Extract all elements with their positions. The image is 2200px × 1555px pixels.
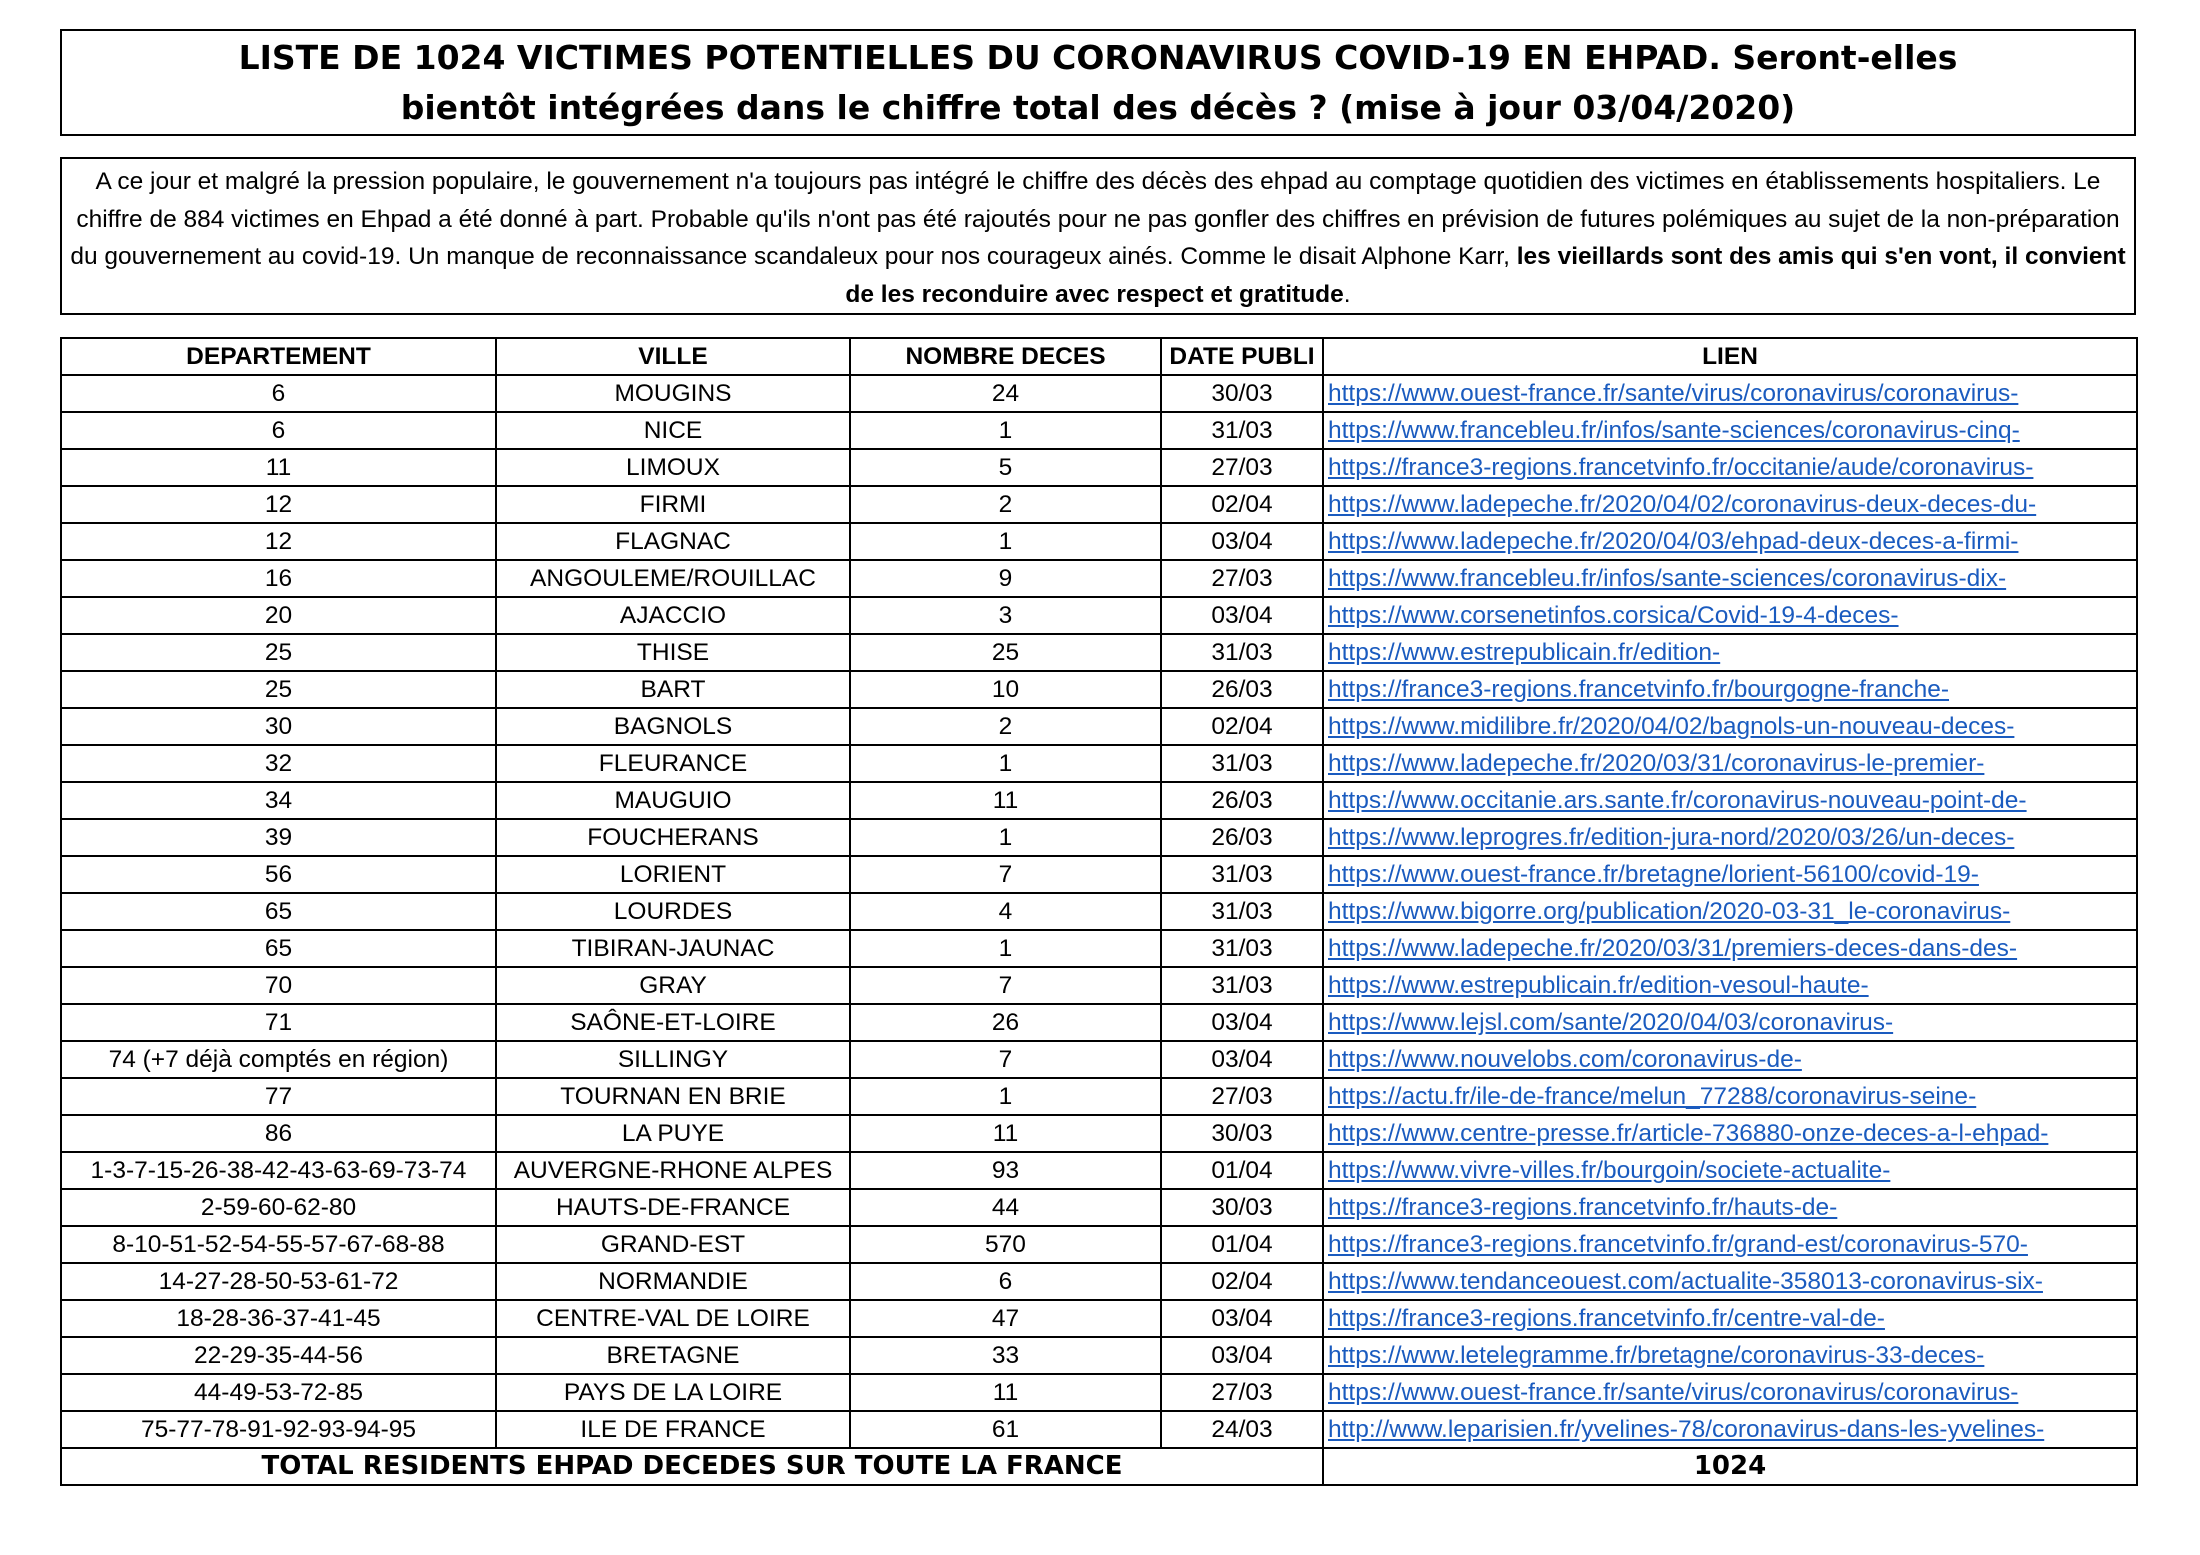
table-row	[61, 1226, 2137, 1263]
cell-departement: 6	[61, 375, 496, 412]
cell-date-publi: 02/04	[1161, 708, 1323, 745]
cell-lien-link[interactable]: https://www.francebleu.fr/infos/sante-sciences/coronavirus-dix-	[1323, 560, 2137, 597]
cell-departement: 32	[61, 745, 496, 782]
cell-lien-link[interactable]: https://www.francebleu.fr/infos/sante-sciences/coronavirus-cinq-	[1323, 412, 2137, 449]
cell-nombre-deces: 24	[850, 375, 1161, 412]
cell-date-publi: 02/04	[1161, 1263, 1323, 1300]
cell-departement: 25	[61, 634, 496, 671]
cell-date-publi: 31/03	[1161, 634, 1323, 671]
cell-nombre-deces: 2	[850, 708, 1161, 745]
table-row	[61, 782, 2137, 819]
cell-ville: GRAND-EST	[496, 1226, 850, 1263]
cell-lien-link[interactable]: https://www.midilibre.fr/2020/04/02/bagnols-un-nouveau-deces-	[1323, 708, 2137, 745]
cell-ville: MAUGUIO	[496, 782, 850, 819]
intro-end: .	[1343, 280, 1351, 308]
cell-ville: ILE DE FRANCE	[496, 1411, 850, 1448]
cell-date-publi: 03/04	[1161, 1300, 1323, 1337]
cell-date-publi: 26/03	[1161, 782, 1323, 819]
cell-nombre-deces: 2	[850, 486, 1161, 523]
cell-ville: PAYS DE LA LOIRE	[496, 1374, 850, 1411]
cell-ville: BART	[496, 671, 850, 708]
cell-departement: 65	[61, 893, 496, 930]
table-row	[61, 1004, 2137, 1041]
cell-date-publi: 27/03	[1161, 449, 1323, 486]
table-row	[61, 523, 2137, 560]
cell-lien-link[interactable]: https://www.corsenetinfos.corsica/Covid-19-4-deces-	[1323, 597, 2137, 634]
table-row	[61, 1152, 2137, 1189]
cell-nombre-deces: 11	[850, 1115, 1161, 1152]
table-row	[61, 1300, 2137, 1337]
cell-departement: 44-49-53-72-85	[61, 1374, 496, 1411]
cell-departement: 22-29-35-44-56	[61, 1337, 496, 1374]
cell-lien-link[interactable]: https://www.tendanceouest.com/actualite-358013-coronavirus-six-	[1323, 1263, 2137, 1300]
table-row	[61, 967, 2137, 1004]
cell-lien-link[interactable]: https://www.bigorre.org/publication/2020-03-31_le-coronavirus-	[1323, 893, 2137, 930]
cell-lien-link[interactable]: https://www.centre-presse.fr/article-736880-onze-deces-a-l-ehpad-	[1323, 1115, 2137, 1152]
cell-lien-link[interactable]: https://france3-regions.francetvinfo.fr/occitanie/aude/coronavirus-	[1323, 449, 2137, 486]
cell-lien-link[interactable]: https://www.ladepeche.fr/2020/03/31/premiers-deces-dans-des-	[1323, 930, 2137, 967]
cell-ville: SAÔNE-ET-LOIRE	[496, 1004, 850, 1041]
deaths-table	[60, 337, 2138, 1486]
cell-date-publi: 03/04	[1161, 523, 1323, 560]
cell-date-publi: 01/04	[1161, 1226, 1323, 1263]
cell-nombre-deces: 33	[850, 1337, 1161, 1374]
cell-date-publi: 31/03	[1161, 893, 1323, 930]
col-header-ville: VILLE	[496, 338, 850, 375]
col-header-departement: DEPARTEMENT	[61, 338, 496, 375]
cell-nombre-deces: 9	[850, 560, 1161, 597]
cell-ville: AJACCIO	[496, 597, 850, 634]
cell-departement: 34	[61, 782, 496, 819]
cell-nombre-deces: 7	[850, 1041, 1161, 1078]
cell-lien-link[interactable]: https://france3-regions.francetvinfo.fr/bourgogne-franche-	[1323, 671, 2137, 708]
cell-nombre-deces: 93	[850, 1152, 1161, 1189]
cell-departement: 65	[61, 930, 496, 967]
cell-date-publi: 27/03	[1161, 1374, 1323, 1411]
cell-lien-link[interactable]: https://www.ladepeche.fr/2020/04/03/ehpad-deux-deces-a-firmi-	[1323, 523, 2137, 560]
cell-lien-link[interactable]: https://www.nouvelobs.com/coronavirus-de-	[1323, 1041, 2137, 1078]
cell-lien-link[interactable]: https://www.ouest-france.fr/sante/virus/coronavirus/coronavirus-	[1323, 375, 2137, 412]
intro-paragraph-box	[60, 157, 2136, 315]
cell-departement: 86	[61, 1115, 496, 1152]
cell-departement: 2-59-60-62-80	[61, 1189, 496, 1226]
cell-lien-link[interactable]: https://www.vivre-villes.fr/bourgoin/societe-actualite-	[1323, 1152, 2137, 1189]
table-row	[61, 412, 2137, 449]
cell-nombre-deces: 11	[850, 1374, 1161, 1411]
cell-nombre-deces: 1	[850, 523, 1161, 560]
table-row	[61, 671, 2137, 708]
intro-text: A ce jour et malgré la pression populaire, le gouvernement n'a toujours pas intégré le chiffre des décès des ehpad au comptage quotidien des victimes en établissements hospitaliers. Le chiffre de 884 victimes en Ehpad a été donné à part. Probable qu'ils n'ont pas été rajoutés pour ne pas gonfler des chiffres en prévision de futures polémiques au sujet de la non-préparation du gouvernement au covid-19. Un manque de reconnaissance scandaleux pour nos courageux ainés. Comme le disait Alphone Karr,	[70, 168, 2120, 270]
cell-departement: 71	[61, 1004, 496, 1041]
col-header-nombre-deces: NOMBRE DECES	[850, 338, 1161, 375]
table-row	[61, 375, 2137, 412]
table-row	[61, 449, 2137, 486]
cell-ville: TIBIRAN-JAUNAC	[496, 930, 850, 967]
cell-departement: 77	[61, 1078, 496, 1115]
cell-nombre-deces: 1	[850, 412, 1161, 449]
table-row	[61, 597, 2137, 634]
cell-ville: LOURDES	[496, 893, 850, 930]
cell-ville: FLEURANCE	[496, 745, 850, 782]
cell-lien-link[interactable]: https://www.ladepeche.fr/2020/04/02/coronavirus-deux-deces-du-	[1323, 486, 2137, 523]
cell-date-publi: 31/03	[1161, 745, 1323, 782]
cell-ville: BAGNOLS	[496, 708, 850, 745]
table-row	[61, 1374, 2137, 1411]
cell-ville: FLAGNAC	[496, 523, 850, 560]
cell-ville: LORIENT	[496, 856, 850, 893]
cell-nombre-deces: 1	[850, 819, 1161, 856]
cell-ville: SILLINGY	[496, 1041, 850, 1078]
cell-date-publi: 26/03	[1161, 671, 1323, 708]
table-row	[61, 1115, 2137, 1152]
cell-nombre-deces: 3	[850, 597, 1161, 634]
cell-nombre-deces: 1	[850, 930, 1161, 967]
cell-date-publi: 31/03	[1161, 967, 1323, 1004]
cell-nombre-deces: 44	[850, 1189, 1161, 1226]
cell-nombre-deces: 26	[850, 1004, 1161, 1041]
cell-departement: 11	[61, 449, 496, 486]
table-row	[61, 1078, 2137, 1115]
cell-lien-link[interactable]: https://france3-regions.francetvinfo.fr/hauts-de-	[1323, 1189, 2137, 1226]
cell-departement: 30	[61, 708, 496, 745]
cell-nombre-deces: 7	[850, 967, 1161, 1004]
cell-lien-link[interactable]: https://www.estrepublicain.fr/edition-vesoul-haute-	[1323, 967, 2137, 1004]
cell-departement: 18-28-36-37-41-45	[61, 1300, 496, 1337]
cell-ville: FOUCHERANS	[496, 819, 850, 856]
cell-nombre-deces: 11	[850, 782, 1161, 819]
cell-ville: MOUGINS	[496, 375, 850, 412]
cell-lien-link[interactable]: https://www.leprogres.fr/edition-jura-nord/2020/03/26/un-deces-	[1323, 819, 2137, 856]
cell-departement: 14-27-28-50-53-61-72	[61, 1263, 496, 1300]
cell-departement: 25	[61, 671, 496, 708]
cell-date-publi: 31/03	[1161, 412, 1323, 449]
cell-nombre-deces: 7	[850, 856, 1161, 893]
table-row	[61, 486, 2137, 523]
cell-nombre-deces: 61	[850, 1411, 1161, 1448]
intro-quote: les vieillards sont des amis qui s'en vont, il convient de les reconduire avec respect et gratitude	[845, 243, 2126, 308]
cell-nombre-deces: 1	[850, 745, 1161, 782]
cell-date-publi: 31/03	[1161, 856, 1323, 893]
table-row	[61, 634, 2137, 671]
cell-ville: CENTRE-VAL DE LOIRE	[496, 1300, 850, 1337]
cell-date-publi: 03/04	[1161, 597, 1323, 634]
cell-date-publi: 24/03	[1161, 1411, 1323, 1448]
cell-nombre-deces: 1	[850, 1078, 1161, 1115]
cell-date-publi: 26/03	[1161, 819, 1323, 856]
total-label: TOTAL RESIDENTS EHPAD DECEDES SUR TOUTE LA FRANCE	[61, 1448, 1323, 1485]
cell-lien-link[interactable]: https://www.ouest-france.fr/sante/virus/coronavirus/coronavirus-	[1323, 1374, 2137, 1411]
table-header-row	[61, 338, 2137, 375]
cell-ville: THISE	[496, 634, 850, 671]
cell-departement: 16	[61, 560, 496, 597]
col-header-date-publi: DATE PUBLI	[1161, 338, 1323, 375]
cell-date-publi: 30/03	[1161, 1189, 1323, 1226]
cell-lien-link[interactable]: https://france3-regions.francetvinfo.fr/centre-val-de-	[1323, 1300, 2137, 1337]
cell-date-publi: 03/04	[1161, 1041, 1323, 1078]
title-box	[60, 29, 2136, 136]
cell-date-publi: 27/03	[1161, 560, 1323, 597]
cell-lien-link[interactable]: https://france3-regions.francetvinfo.fr/grand-est/coronavirus-570-	[1323, 1226, 2137, 1263]
cell-date-publi: 27/03	[1161, 1078, 1323, 1115]
cell-date-publi: 30/03	[1161, 1115, 1323, 1152]
cell-lien-link[interactable]: http://www.leparisien.fr/yvelines-78/coronavirus-dans-les-yvelines-	[1323, 1411, 2137, 1448]
cell-ville: FIRMI	[496, 486, 850, 523]
cell-date-publi: 01/04	[1161, 1152, 1323, 1189]
cell-departement: 70	[61, 967, 496, 1004]
cell-departement: 20	[61, 597, 496, 634]
title-line-1: LISTE DE 1024 VICTIMES POTENTIELLES DU CORONAVIRUS COVID-19 EN EHPAD. Seront-elles	[238, 37, 1958, 77]
table-row	[61, 930, 2137, 967]
cell-nombre-deces: 25	[850, 634, 1161, 671]
title-line-2: bientôt intégrées dans le chiffre total des décès ? (mise à jour 03/04/2020)	[400, 87, 1796, 127]
intro-paragraph	[68, 163, 2128, 313]
table-row	[61, 1411, 2137, 1448]
cell-ville: HAUTS-DE-FRANCE	[496, 1189, 850, 1226]
table-row	[61, 1337, 2137, 1374]
cell-departement: 75-77-78-91-92-93-94-95	[61, 1411, 496, 1448]
cell-date-publi: 30/03	[1161, 375, 1323, 412]
cell-lien-link[interactable]: https://www.occitanie.ars.sante.fr/coronavirus-nouveau-point-de-	[1323, 782, 2137, 819]
cell-departement: 74 (+7 déjà comptés en région)	[61, 1041, 496, 1078]
table-row	[61, 856, 2137, 893]
cell-date-publi: 03/04	[1161, 1337, 1323, 1374]
cell-ville: LIMOUX	[496, 449, 850, 486]
cell-lien-link[interactable]: https://www.estrepublicain.fr/edition-	[1323, 634, 2137, 671]
cell-departement: 56	[61, 856, 496, 893]
table-row	[61, 819, 2137, 856]
cell-departement: 12	[61, 523, 496, 560]
cell-ville: GRAY	[496, 967, 850, 1004]
cell-ville: LA PUYE	[496, 1115, 850, 1152]
table-row	[61, 1041, 2137, 1078]
cell-lien-link[interactable]: https://www.lejsl.com/sante/2020/04/03/coronavirus-	[1323, 1004, 2137, 1041]
total-value: 1024	[1323, 1448, 2137, 1485]
cell-nombre-deces: 4	[850, 893, 1161, 930]
cell-nombre-deces: 5	[850, 449, 1161, 486]
table-row	[61, 560, 2137, 597]
table-row	[61, 1189, 2137, 1226]
cell-nombre-deces: 570	[850, 1226, 1161, 1263]
cell-ville: ANGOULEME/ROUILLAC	[496, 560, 850, 597]
cell-departement: 1-3-7-15-26-38-42-43-63-69-73-74	[61, 1152, 496, 1189]
cell-ville: AUVERGNE-RHONE ALPES	[496, 1152, 850, 1189]
cell-departement: 8-10-51-52-54-55-57-67-68-88	[61, 1226, 496, 1263]
cell-date-publi: 31/03	[1161, 930, 1323, 967]
cell-ville: TOURNAN EN BRIE	[496, 1078, 850, 1115]
col-header-lien: LIEN	[1323, 338, 2137, 375]
cell-lien-link[interactable]: https://actu.fr/ile-de-france/melun_77288/coronavirus-seine-	[1323, 1078, 2137, 1115]
cell-ville: BRETAGNE	[496, 1337, 850, 1374]
cell-nombre-deces: 47	[850, 1300, 1161, 1337]
table-row	[61, 893, 2137, 930]
cell-lien-link[interactable]: https://www.letelegramme.fr/bretagne/coronavirus-33-deces-	[1323, 1337, 2137, 1374]
cell-departement: 12	[61, 486, 496, 523]
cell-lien-link[interactable]: https://www.ouest-france.fr/bretagne/lorient-56100/covid-19-	[1323, 856, 2137, 893]
table-row	[61, 1263, 2137, 1300]
cell-departement: 6	[61, 412, 496, 449]
table-row	[61, 708, 2137, 745]
cell-ville: NICE	[496, 412, 850, 449]
cell-ville: NORMANDIE	[496, 1263, 850, 1300]
cell-nombre-deces: 6	[850, 1263, 1161, 1300]
total-row	[61, 1448, 2137, 1485]
cell-date-publi: 02/04	[1161, 486, 1323, 523]
cell-departement: 39	[61, 819, 496, 856]
cell-nombre-deces: 10	[850, 671, 1161, 708]
cell-date-publi: 03/04	[1161, 1004, 1323, 1041]
table-row	[61, 745, 2137, 782]
cell-lien-link[interactable]: https://www.ladepeche.fr/2020/03/31/coronavirus-le-premier-	[1323, 745, 2137, 782]
